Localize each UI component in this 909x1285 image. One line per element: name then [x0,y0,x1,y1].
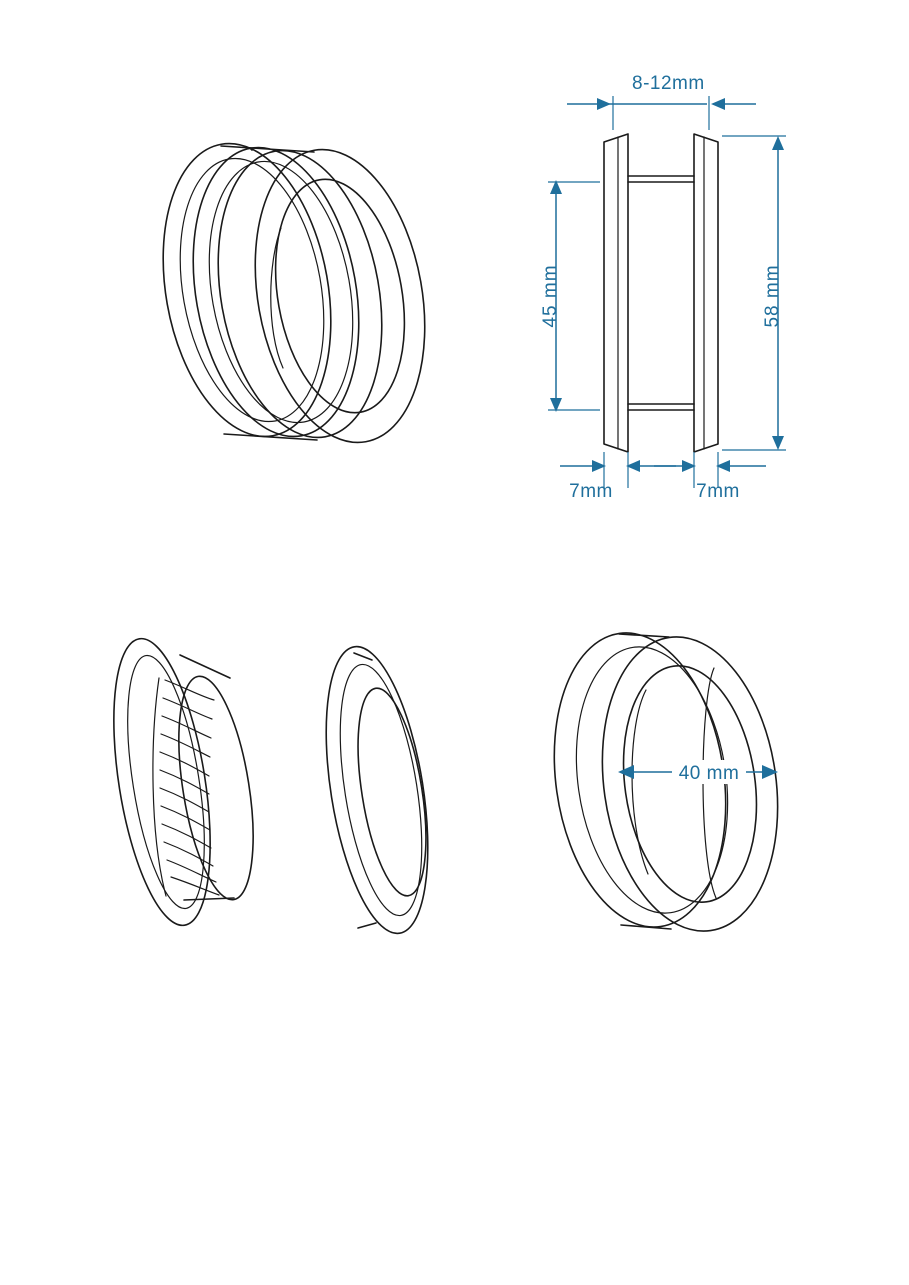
dim-right-flange: 7mm [696,481,740,502]
dim-left-flange: 7mm [569,481,613,502]
view-isometric-assembled [142,130,447,456]
dim-outer-height: 58 mm [762,264,783,328]
view-front-bore [536,622,796,943]
view-threaded-barrel [97,632,266,932]
dim-inner-height: 45 mm [540,264,561,328]
dim-gap-width: 8-12mm [632,73,705,94]
view-front-ring [309,640,445,941]
view-cross-section [540,73,786,502]
dim-bore-diameter: 40 mm [678,763,740,784]
